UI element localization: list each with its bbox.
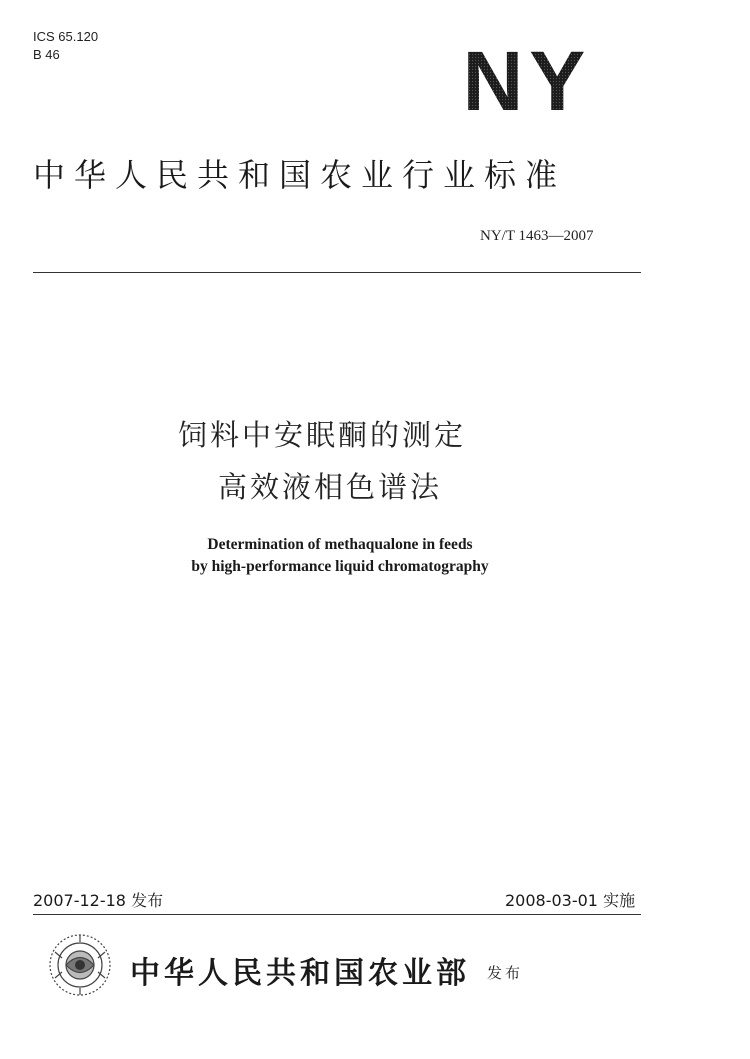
publish-label: 发布 [487,964,524,982]
standard-category-title: 中华人民共和国农业行业标准 [33,156,567,194]
ics-code-block [33,28,98,64]
class-code: B 46 [33,47,60,62]
ics-code: ICS 65.120 [33,29,99,44]
header-divider [33,272,641,273]
ny-logo-icon [462,44,592,116]
en-title-line2: by high-performance liquid chromatography [191,558,489,575]
implement-date: 2008-03-01 实施 [505,891,636,910]
cn-title-line2: 高效液相色谱法 [218,470,443,504]
issue-date: 2007-12-18 发布 [33,891,164,910]
standard-number: NY/T 1463—2007 [480,228,594,244]
footer-divider [33,914,641,915]
en-title-line1: Determination of methaqualone in feeds [207,536,473,553]
en-title [140,534,540,578]
ministry-name: 中华人民共和国农业部 [130,956,470,991]
ministry-seal-icon [47,932,113,998]
cn-title-line1: 饲料中安眠酮的测定 [178,418,467,452]
logo-text: NY [462,44,592,116]
